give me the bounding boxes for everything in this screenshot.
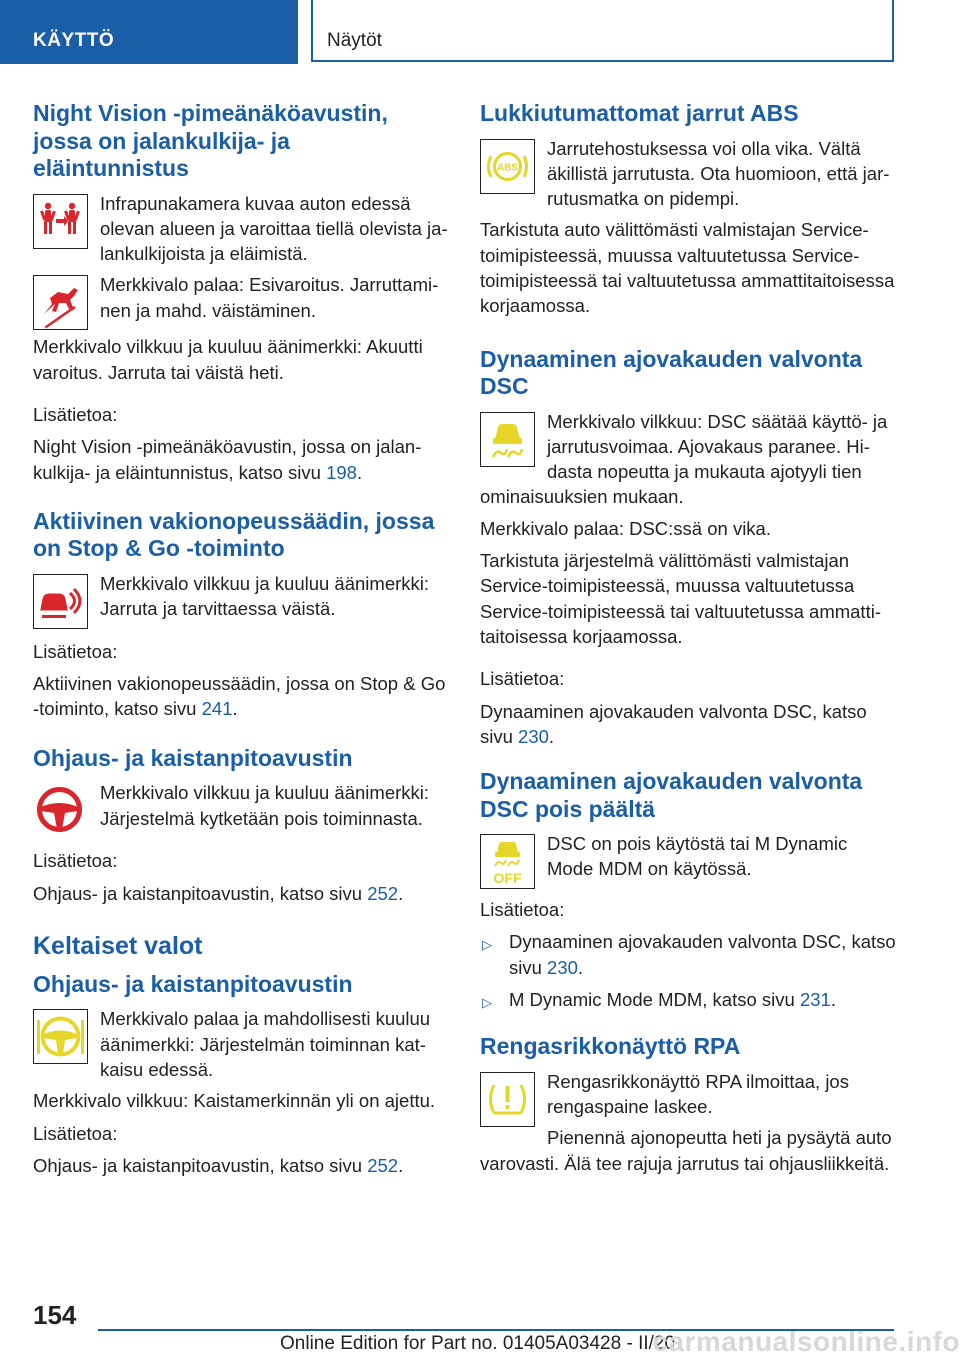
more-info-label: Lisätietoa: bbox=[33, 1122, 118, 1144]
chapter-tab bbox=[0, 0, 298, 64]
watermark: carmanualsonline.info bbox=[652, 1326, 960, 1357]
more-info-label: Lisätietoa: bbox=[33, 403, 118, 425]
abs-block bbox=[480, 136, 898, 218]
acc-more: Aktiivinen vakionopeussäädin, jossa on Stop & Go -toiminto, katso sivu 241. bbox=[33, 673, 446, 720]
animal-warning-icon bbox=[33, 275, 88, 330]
steering-yellow-more: Ohjaus- ja kaistanpitoavustin, katso sivu 252. bbox=[33, 1154, 404, 1176]
svg-text:OFF: OFF bbox=[493, 870, 522, 887]
abs-heading: Lukkiutumattomat jarrut ABS bbox=[480, 100, 799, 126]
night-vision-text-2: Merkkivalo palaa: Esivaroitus. Jarruttaminen ja mahd. väistäminen. bbox=[100, 274, 439, 321]
acc-text: Merkkivalo vilkkuu ja kuuluu äänimerkki: Jarruta ja tarvittaessa väistä. bbox=[100, 572, 430, 620]
more-info-label: Lisätietoa: bbox=[33, 640, 118, 662]
more-info-label: Lisätietoa: bbox=[480, 899, 565, 921]
night-vision-more: Night Vision -pimeänäköavustin, jossa on jalankulkija- ja eläintunnistus, katso sivu 198. bbox=[33, 436, 422, 483]
page-link-230[interactable]: 230 bbox=[518, 725, 549, 747]
dsc-text-1: Merkkivalo vilkkuu: DSC säätää käyttö- ja jarrutusvoimaa. Ajovakaus paranee. Hidasta nopeutta ja mukauta ajotyyli tien ominaisuuksien mukaan. bbox=[480, 410, 888, 508]
dsc-heading: Dynaaminen ajovakauden valvonta DSC bbox=[480, 345, 863, 400]
page-link-198[interactable]: 198 bbox=[326, 461, 357, 483]
steering-yellow-text-1: Merkkivalo palaa ja mahdollisesti kuuluu äänimerkki: Järjestelmän toiminnan katkaisu edessä. bbox=[100, 1008, 431, 1080]
page-link-252[interactable]: 252 bbox=[367, 1154, 399, 1176]
more-info-label: Lisätietoa: bbox=[33, 850, 118, 872]
page-link-231[interactable]: 231 bbox=[799, 989, 831, 1011]
dsc-more: Dynaaminen ajovakauden valvonta DSC, katso sivu 230. bbox=[480, 700, 867, 747]
night-vision-text-3: Merkkivalo vilkkuu ja kuuluu äänimerkki: Akuutti varoitus. Jarruta tai väistä heti. bbox=[33, 336, 423, 383]
acc-collision-warning-icon bbox=[33, 574, 88, 629]
bullet-item: ▷ Dynaaminen ajovakauden valvonta DSC, katso sivu 230. bbox=[482, 931, 896, 978]
steering-wheel-yellow-icon bbox=[33, 1009, 88, 1064]
steering-heading: Ohjaus- ja kaistanpitoavustin bbox=[33, 744, 353, 771]
triangle-bullet-icon: ▷ bbox=[482, 937, 492, 953]
bullet-item: ▷ M Dynamic Mode MDM, katso sivu 231. bbox=[480, 987, 898, 1012]
svg-text:ABS: ABS bbox=[496, 162, 519, 173]
steering-yellow-heading: Ohjaus- ja kaistanpitoavustin bbox=[33, 970, 353, 997]
dsc-off-block bbox=[480, 831, 898, 893]
right-column bbox=[480, 100, 898, 1182]
page-link-252[interactable]: 252 bbox=[367, 882, 399, 904]
dsc-block bbox=[480, 409, 898, 516]
yellow-lights-heading: Keltaiset valot bbox=[33, 931, 203, 960]
left-column bbox=[33, 100, 448, 1185]
section-title: Näytöt bbox=[327, 30, 382, 51]
acc-heading: Aktiivinen vakionopeussäädin, jossa on Stop & Go -toiminto bbox=[33, 507, 435, 562]
pedestrian-warning-icon bbox=[33, 194, 88, 249]
abs-warning-icon bbox=[480, 139, 535, 194]
night-vision-text-1: Infrapunakamera kuvaa auton edessä olevan alueen ja varoittaa tiellä olevista jalankulkijoista ja eläimistä. bbox=[100, 192, 448, 265]
steering-text: Merkkivalo vilkkuu ja kuuluu äänimerkki: Järjestelmä kytketään pois toiminnasta. bbox=[100, 782, 430, 829]
page-link-230[interactable]: 230 bbox=[547, 956, 578, 978]
rpa-text-2: Pienennä ajonopeutta heti ja pysäytä auto varovasti. Älä tee rajuja jarrutus tai ohjausliikkeitä. bbox=[480, 1127, 892, 1174]
steering-block bbox=[33, 780, 448, 842]
steering-yellow-block bbox=[33, 1006, 448, 1088]
abs-text-1: Jarrutehostuksessa voi olla vika. Vältä äkillistä jarrutusta. Ota huomioon, että jarrutusmatka on pidempi. bbox=[547, 137, 890, 210]
dsc-off-icon bbox=[480, 834, 535, 889]
triangle-bullet-icon: ▷ bbox=[482, 995, 492, 1011]
steering-more: Ohjaus- ja kaistanpitoavustin, katso sivu 252. bbox=[33, 882, 404, 904]
rpa-text-1: Rengasrikkonäyttö RPA ilmoittaa, jos rengaspaine laskee. bbox=[547, 1070, 849, 1118]
page-link-241[interactable]: 241 bbox=[201, 698, 233, 720]
night-vision-heading: Night Vision -pimeänäköavustin, jossa on jalankulkija- ja eläintunnistus bbox=[33, 100, 388, 181]
chapter-title: KÄYTTÖ bbox=[33, 30, 115, 51]
rpa-block bbox=[480, 1069, 898, 1182]
dsc-text-3: Tarkistuta järjestelmä välittömästi valmistajan Service-toimipisteessä, muussa valtuutetussa Service-toimipisteessä tai valtuutetussa ammattitaitoisessa korjaamossa. bbox=[480, 550, 881, 647]
dsc-off-text: DSC on pois käytöstä tai M Dynamic Mode MDM on käytössä. bbox=[547, 833, 848, 880]
section-box bbox=[311, 0, 894, 62]
more-info-label: Lisätietoa: bbox=[480, 668, 565, 690]
steering-yellow-text-2: Merkkivalo vilkkuu: Kaistamerkinnän yli on ajettu. bbox=[33, 1090, 436, 1112]
steering-wheel-red-icon bbox=[33, 783, 88, 838]
dsc-off-heading: Dynaaminen ajovakauden valvonta DSC pois päältä bbox=[480, 768, 863, 822]
rpa-heading: Rengasrikkonäyttö RPA bbox=[480, 1033, 741, 1060]
tire-pressure-warning-icon bbox=[480, 1072, 535, 1127]
edition-info: Online Edition for Part no. 01405A03428 - II/20 bbox=[280, 1333, 676, 1354]
dsc-text-2: Merkkivalo palaa: DSC:ssä on vika. bbox=[480, 517, 771, 539]
night-vision-block-1 bbox=[33, 191, 448, 273]
page-number: 154 bbox=[33, 1300, 77, 1330]
dsc-warning-icon bbox=[480, 412, 535, 467]
acc-block bbox=[33, 571, 448, 633]
abs-text-2: Tarkistuta auto välittömästi valmistajan Service-toimipisteessä, muussa valtuutetussa Service-toimipisteessä tai valtuutetussa ammattitaitoisessa korjaamossa. bbox=[480, 219, 895, 317]
night-vision-block-2 bbox=[33, 272, 448, 334]
